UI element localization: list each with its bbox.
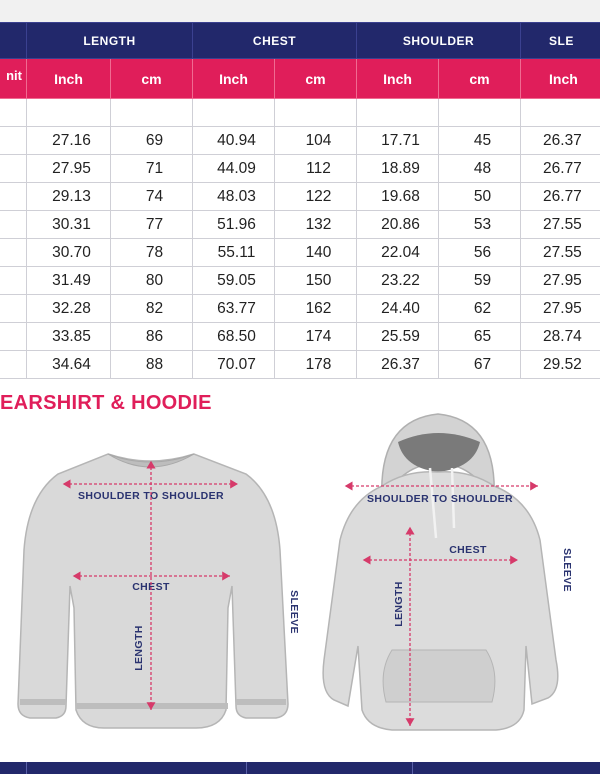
- measurement-cell: 29.52: [521, 351, 600, 379]
- footer-divider: [26, 762, 27, 774]
- size-table: [0, 22, 600, 379]
- group-header-row: [0, 23, 600, 59]
- blank-row: [0, 99, 600, 127]
- size-row: [0, 127, 600, 155]
- measurement-cell: 122: [275, 183, 357, 211]
- measurement-cell: 82: [111, 295, 193, 323]
- measurement-cell: 27.55: [521, 239, 600, 267]
- measurement-cell: 26.37: [357, 351, 439, 379]
- size-cell: [0, 183, 27, 211]
- size-cell: [0, 155, 27, 183]
- measurement-cell: 65: [439, 323, 521, 351]
- measurement-cell: 68.50: [193, 323, 275, 351]
- measurement-cell: 20.86: [357, 211, 439, 239]
- measurement-cell: 174: [275, 323, 357, 351]
- measurement-cell: 69: [111, 127, 193, 155]
- measurement-cell: 140: [275, 239, 357, 267]
- measurement-cell: 25.59: [357, 323, 439, 351]
- measurement-cell: 104: [275, 127, 357, 155]
- measurement-cell: 77: [111, 211, 193, 239]
- sweatshirt-chest-label: CHEST: [132, 581, 170, 593]
- group-header-sleeve: SLE: [521, 23, 600, 59]
- size-cell: [0, 295, 27, 323]
- measurement-cell: 34.64: [27, 351, 111, 379]
- hoodie-pocket: [383, 650, 495, 702]
- footer-divider: [246, 762, 247, 774]
- garment-illustration: [0, 410, 600, 760]
- measurement-cell: 56: [439, 239, 521, 267]
- hoodie-chest-label: CHEST: [449, 544, 487, 556]
- measurement-cell: 50: [439, 183, 521, 211]
- size-cell: [0, 127, 27, 155]
- hoodie-length-label: LENGTH: [393, 581, 405, 627]
- sweatshirt-drawing: [18, 454, 300, 728]
- size-row: [0, 239, 600, 267]
- sweatshirt-length-label: LENGTH: [133, 625, 145, 671]
- section-title: EARSHIRT & HOODIE: [0, 392, 212, 414]
- measurement-cell: 74: [111, 183, 193, 211]
- measurement-cell: 32.28: [27, 295, 111, 323]
- measurement-cell: 48: [439, 155, 521, 183]
- sweatshirt-sleeve-label: SLEEVE: [288, 590, 300, 634]
- measurement-cell: 26.77: [521, 155, 600, 183]
- measurement-cell: 33.85: [27, 323, 111, 351]
- measurement-cell: 27.55: [521, 211, 600, 239]
- hoodie-shoulder-label: SHOULDER TO SHOULDER: [366, 493, 514, 505]
- group-header-size: [0, 23, 27, 59]
- size-cell: [0, 323, 27, 351]
- measurement-cell: 23.22: [357, 267, 439, 295]
- measurement-cell: 178: [275, 351, 357, 379]
- measurement-cell: 24.40: [357, 295, 439, 323]
- size-row: [0, 295, 600, 323]
- hoodie-drawing: [323, 414, 573, 730]
- measurement-cell: 112: [275, 155, 357, 183]
- measurement-cell: 71: [111, 155, 193, 183]
- footer-bar: [0, 762, 600, 774]
- measurement-cell: 162: [275, 295, 357, 323]
- measurement-cell: 27.95: [521, 267, 600, 295]
- measurement-cell: 55.11: [193, 239, 275, 267]
- measurement-cell: 31.49: [27, 267, 111, 295]
- measurement-cell: 30.31: [27, 211, 111, 239]
- size-row: [0, 183, 600, 211]
- size-row: [0, 323, 600, 351]
- measurement-cell: 40.94: [193, 127, 275, 155]
- measurement-cell: 53: [439, 211, 521, 239]
- unit-header-row: [0, 59, 600, 99]
- measurement-cell: 19.68: [357, 183, 439, 211]
- measurement-cell: 62: [439, 295, 521, 323]
- measurement-cell: 44.09: [193, 155, 275, 183]
- group-header-length: LENGTH: [27, 23, 193, 59]
- unit-corner-label: nit: [6, 68, 22, 83]
- measurement-cell: 26.37: [521, 127, 600, 155]
- size-row: [0, 351, 600, 379]
- unit-header: Inch: [521, 59, 600, 99]
- group-header-chest: CHEST: [193, 23, 357, 59]
- measurement-cell: 17.71: [357, 127, 439, 155]
- measurement-cell: 51.96: [193, 211, 275, 239]
- size-cell: [0, 351, 27, 379]
- measurement-cell: 27.95: [27, 155, 111, 183]
- measurement-cell: 80: [111, 267, 193, 295]
- measurement-cell: 150: [275, 267, 357, 295]
- unit-header: Inch: [27, 59, 111, 99]
- measurement-cell: 59: [439, 267, 521, 295]
- sweatshirt-shoulder-label: SHOULDER TO SHOULDER: [77, 490, 225, 502]
- unit-header: cm: [275, 59, 357, 99]
- measurement-cell: 26.77: [521, 183, 600, 211]
- footer-divider: [412, 762, 413, 774]
- measurement-cell: 70.07: [193, 351, 275, 379]
- measurement-cell: 63.77: [193, 295, 275, 323]
- measurement-cell: 78: [111, 239, 193, 267]
- measurement-cell: 30.70: [27, 239, 111, 267]
- size-row: [0, 267, 600, 295]
- measurement-cell: 28.74: [521, 323, 600, 351]
- measurement-cell: 27.95: [521, 295, 600, 323]
- unit-corner-cell: [0, 59, 27, 99]
- hoodie-sleeve-label: SLEEVE: [561, 548, 573, 592]
- size-cell: [0, 211, 27, 239]
- unit-header: Inch: [193, 59, 275, 99]
- size-table-body: [0, 99, 600, 379]
- group-header-shoulder: SHOULDER: [357, 23, 521, 59]
- unit-header: cm: [111, 59, 193, 99]
- size-row: [0, 211, 600, 239]
- unit-header: cm: [439, 59, 521, 99]
- measurement-cell: 67: [439, 351, 521, 379]
- top-strip: [0, 0, 600, 22]
- measurement-cell: 88: [111, 351, 193, 379]
- unit-header: Inch: [357, 59, 439, 99]
- measurement-cell: 45: [439, 127, 521, 155]
- measurement-cell: 22.04: [357, 239, 439, 267]
- measurement-cell: 59.05: [193, 267, 275, 295]
- size-row: [0, 155, 600, 183]
- size-cell: [0, 239, 27, 267]
- measurement-cell: 48.03: [193, 183, 275, 211]
- measurement-cell: 86: [111, 323, 193, 351]
- measurement-cell: 18.89: [357, 155, 439, 183]
- size-cell: [0, 267, 27, 295]
- measurement-cell: 132: [275, 211, 357, 239]
- measurement-cell: 27.16: [27, 127, 111, 155]
- measurement-cell: 29.13: [27, 183, 111, 211]
